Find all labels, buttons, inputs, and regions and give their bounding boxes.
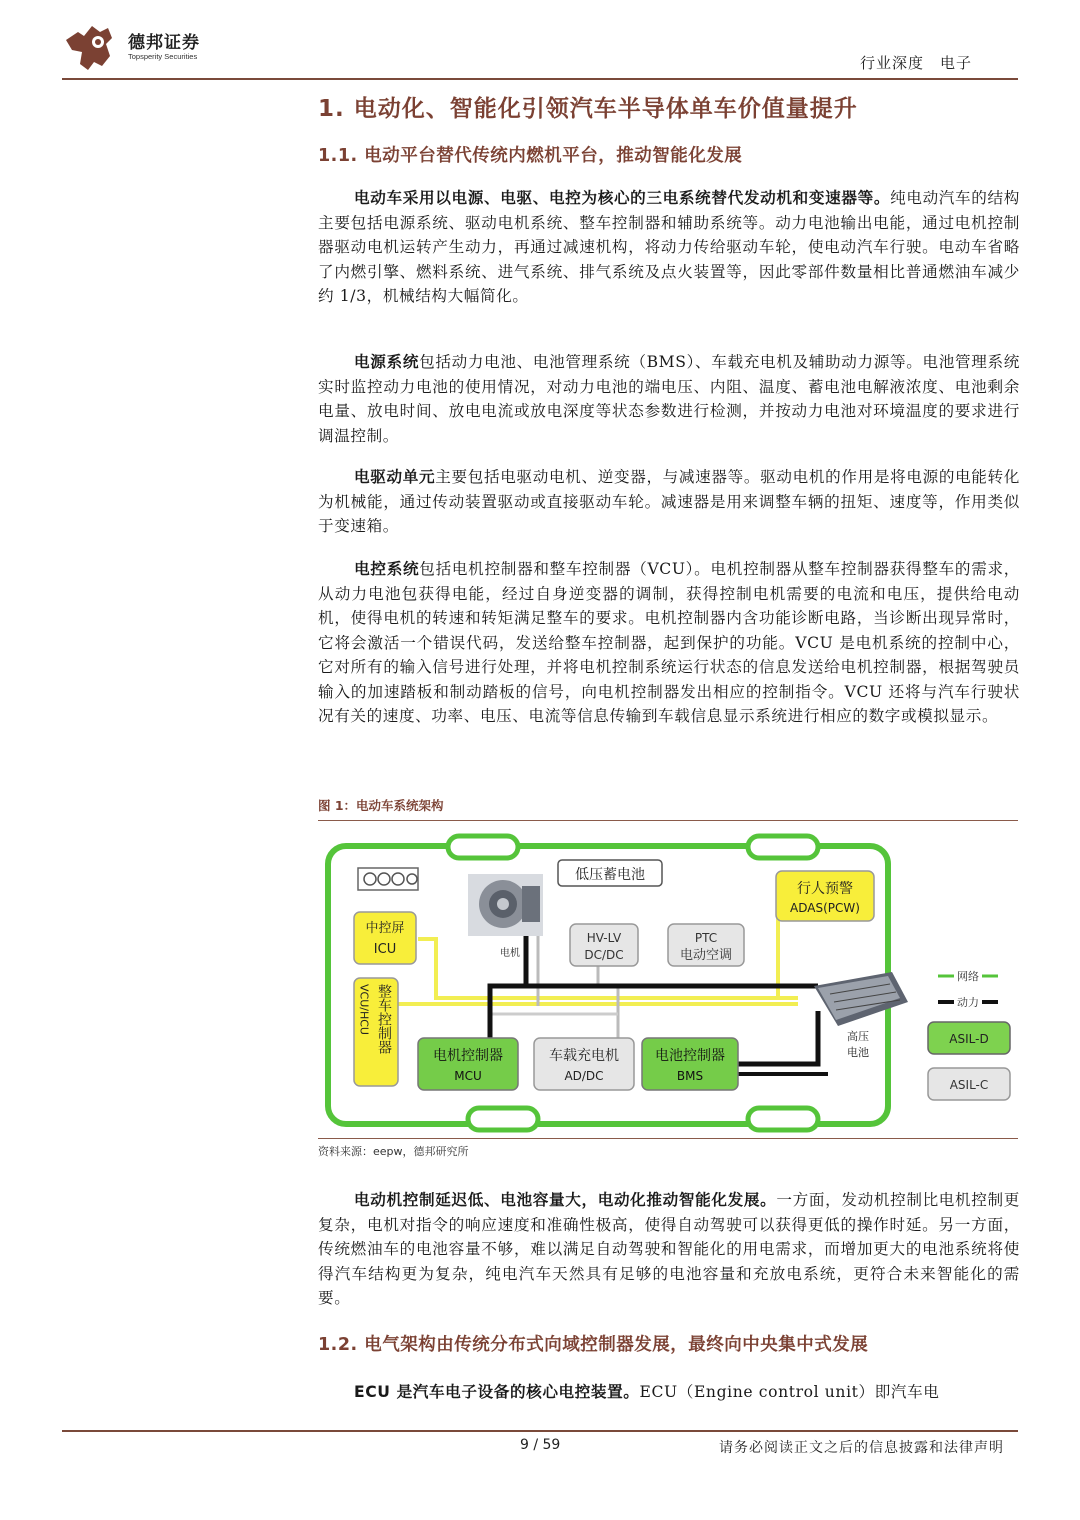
paragraph-1-lead: 电动车采用以电源、电驱、电控为核心的三电系统替代发动机和变速器等。 bbox=[354, 189, 891, 207]
paragraph-2-body: 包括动力电池、电池管理系统（BMS）、车载充电机及辅助动力源等。电池管理系统实时监控动力电池的使用情况，对动力电池的端电压、内阻、温度、蓄电池电解液浓度、电池剩余电量、放电时间、放电电流或放电深度等状态参数进行检测，并按动力电池对环境温度的要求进行调温控制。 bbox=[318, 353, 1021, 445]
paragraph-6 bbox=[318, 1380, 1020, 1405]
paragraph-4-body: 包括电机控制器和整车控制器（VCU）。电机控制器从整车控制器获得整车的需求，从动力电池包获得电能，经过自身逆变器的调制，获得控制电机需要的电流和电压，提供给电动机，使得电机的转速和转矩满足整车的要求。电机控制器内含功能诊断电路，当诊断出现异常时，它将会激活一个错误代码，发送给整车控制器，起到保护的功能。VCU 是电机系统的控制中心，它对所有的输入信号进行处理，并将电机控制系统运行状态的信息发送给电机控制器，根据驾驶员输入的加速踏板和制动踏板的信号，向电机控制器发出相应的控制指令。VCU 还将与汽车行驶状况有关的速度、功率、电压、电流等信息传输到车载信息显示系统进行相应的数字或模拟显示。 bbox=[318, 560, 1020, 725]
header-divider bbox=[62, 78, 1018, 80]
section-1-1-title: 1.1. 电动平台替代传统内燃机平台，推动智能化发展 bbox=[318, 146, 743, 166]
legal-disclaimer: 请务必阅读正文之后的信息披露和法律声明 bbox=[719, 1440, 1004, 1456]
paragraph-1 bbox=[318, 186, 1020, 309]
hvlv-label-1: HV-LV bbox=[586, 931, 622, 945]
ptc-label-1: PTC bbox=[694, 931, 718, 945]
obc-label-2: AD/DC bbox=[564, 1069, 604, 1083]
hv-battery-label-1: 高压 bbox=[847, 1030, 869, 1043]
bms-label-2: BMS bbox=[676, 1069, 704, 1083]
ptc-label-2: 电动空调 bbox=[679, 948, 733, 963]
paragraph-3-body: 主要包括电驱动电机、逆变器，与减速器等。驱动电机的作用是将电源的电能转化为机械能，通过传动装置驱动或直接驱动车轮。减速器是用来调整车辆的扭矩、速度等，作用类似于变速箱。 bbox=[318, 468, 1020, 535]
network-pill-top-right bbox=[748, 836, 818, 858]
icu-label-1: 中控屏 bbox=[365, 921, 405, 936]
paragraph-6-lead: ECU 是汽车电子设备的核心电控装置。 bbox=[354, 1383, 640, 1401]
paragraph-2-lead: 电源系统 bbox=[354, 353, 420, 371]
figure-1-title: 图 1：电动车系统架构 bbox=[318, 798, 444, 813]
icu-label-2: ICU bbox=[373, 942, 397, 957]
bms-label-1: 电池控制器 bbox=[655, 1048, 725, 1064]
report-category: 行业深度 电子 bbox=[859, 54, 972, 72]
section-1-2-title: 1.2. 电气架构由传统分布式向域控制器发展，最终向中央集中式发展 bbox=[318, 1335, 869, 1355]
ev-architecture-diagram bbox=[318, 826, 1018, 1136]
vcu-label-1: 整车控制器 bbox=[376, 984, 392, 1054]
paragraph-1-body: 纯电动汽车的结构主要包括电源系统、驱动电机系统、整车控制器和辅助系统等。动力电池输出电能，通过电机控制器驱动电机运转产生动力，再通过减速机构，将动力传给驱动车轮，使电动汽车行驶。电动车省略了内燃引擎、燃料系统、进气系统、排气系统及点火装置等，因此零部件数量相比普通燃油车减少约 1/3，机械结构大幅简化。 bbox=[318, 189, 1020, 305]
logo-mark-icon bbox=[62, 22, 120, 72]
asil-c-label: ASIL-C bbox=[949, 1078, 989, 1092]
network-pill-top-left bbox=[448, 836, 518, 858]
asil-d-label: ASIL-D bbox=[949, 1032, 989, 1046]
section-1-title: 1. 电动化、智能化引领汽车半导体单车价值量提升 bbox=[318, 96, 858, 122]
legend-power-label: 动力 bbox=[957, 996, 979, 1009]
hvlv-label-2: DC/DC bbox=[584, 948, 624, 962]
footer-divider bbox=[62, 1430, 1018, 1432]
legend-network-label: 网络 bbox=[957, 970, 979, 983]
paragraph-4-lead: 电控系统 bbox=[354, 560, 420, 578]
paragraph-5 bbox=[318, 1188, 1020, 1311]
paragraph-2 bbox=[318, 350, 1020, 448]
engine-icon bbox=[358, 868, 418, 890]
hv-battery-image-icon bbox=[814, 972, 908, 1026]
power-line-bms bbox=[738, 1011, 818, 1064]
low-voltage-battery-label: 低压蓄电池 bbox=[575, 867, 645, 883]
paragraph-5-lead: 电动机控制延迟低、电池容量大，电动化推动智能化发展。 bbox=[354, 1191, 777, 1209]
adas-label-2: ADAS(PCW) bbox=[790, 901, 860, 915]
company-logo bbox=[62, 22, 282, 74]
hv-battery-label-2: 电池 bbox=[847, 1046, 869, 1059]
motor-label: 电机 bbox=[500, 948, 520, 959]
obc-label-1: 车载充电机 bbox=[549, 1048, 619, 1064]
motor-image-icon bbox=[468, 874, 543, 936]
power-line-mcu bbox=[490, 986, 528, 1038]
paragraph-3 bbox=[318, 465, 1020, 539]
vcu-label-2: VCU/HCU bbox=[357, 984, 371, 1035]
figure-1-source: 资料来源：eepw，德邦研究所 bbox=[318, 1145, 469, 1158]
mcu-label-2: MCU bbox=[454, 1069, 482, 1083]
logo-subtext: Topsperity Securities bbox=[128, 52, 198, 61]
figure-bottom-rule bbox=[318, 1138, 1018, 1139]
network-pill-bottom-left bbox=[468, 1108, 538, 1130]
paragraph-4 bbox=[318, 557, 1020, 729]
adas-label-1: 行人预警 bbox=[797, 881, 853, 897]
logo-text: 德邦证券 bbox=[128, 33, 200, 53]
page-number: 9 / 59 bbox=[520, 1437, 561, 1453]
paragraph-5-body: 一方面，发动机控制比电机控制更复杂，电机对指令的响应速度和准确性极高，使得自动驾驶可以获得更低的操作时延。另一方面，传统燃油车的电池容量不够，难以满足自动驾驶和智能化的用电需求，而增加更大的电池系统将使得汽车结构更为复杂，纯电汽车天然具有足够的电池容量和充放电系统，更符合未来智能化的需要。 bbox=[318, 1191, 1020, 1307]
paragraph-6-body: ECU（Engine control unit）即汽车电 bbox=[639, 1383, 940, 1401]
paragraph-3-lead: 电驱动单元 bbox=[354, 468, 436, 486]
network-pill-bottom-right bbox=[748, 1108, 818, 1130]
mcu-label-1: 电机控制器 bbox=[433, 1048, 503, 1064]
figure-top-rule bbox=[318, 820, 1018, 821]
